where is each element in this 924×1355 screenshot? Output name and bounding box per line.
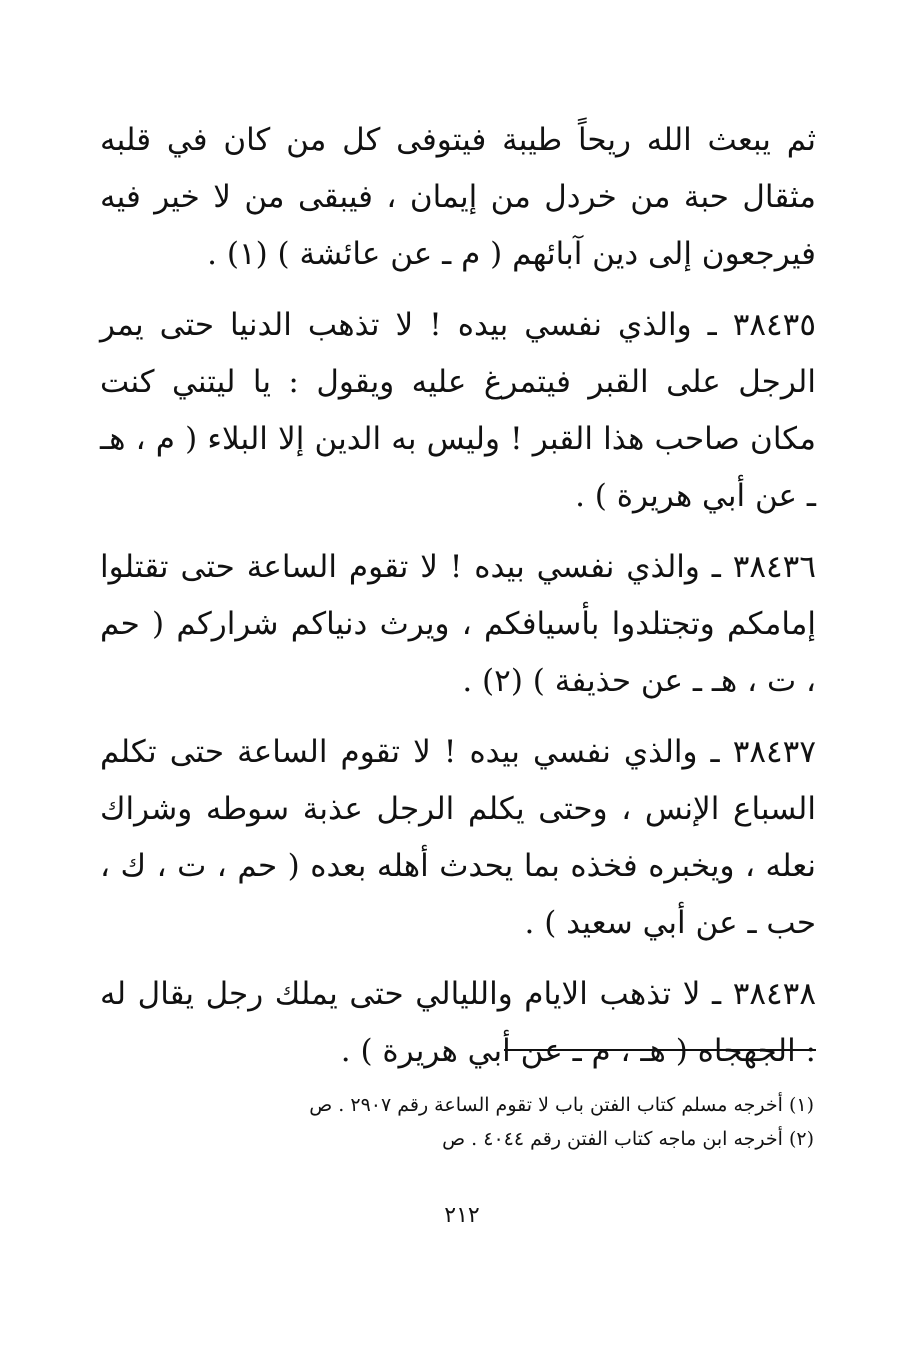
hadith-38435: ٣٨٤٣٥ ـ والذي نفسي بيده ! لا تذهب الدنيا حتى يمر الرجل على القبر فيتمرغ عليه ويقول : يا ليتني كنت مكان صاحب هذا القبر ! وليس به الدين إلا البلاء ( م ، هـ ـ عن أبي هريرة ) . bbox=[100, 307, 816, 514]
paragraph-continuation: ثم يبعث الله ريحاً طيبة فيتوفى كل من كان في قلبه مثقال حبة من خردل من إيمان ، فيبقى من لا خير فيه فيرجعون إلى دين آبائهم ( م ـ عن عائشة ) (١) . bbox=[100, 122, 816, 272]
footnote-1: (١) أخرجه مسلم كتاب الفتن باب لا تقوم الساعة رقم ٢٩٠٧ . ص bbox=[309, 1094, 814, 1116]
page-number: ٢١٢ bbox=[444, 1203, 480, 1228]
hadith-text-block bbox=[100, 112, 816, 1080]
hadith-38438: ٣٨٤٣٨ ـ لا تذهب الايام والليالي حتى يملك رجل يقال له : الجهجاه ( هـ ، م ـ عن أبي هريرة ) . bbox=[100, 976, 816, 1069]
hadith-38437: ٣٨٤٣٧ ـ والذي نفسي بيده ! لا تقوم الساعة حتى تكلم السباع الإنس ، وحتى يكلم الرجل عذبة سوطه وشراك نعله ، ويخبره فخذه بما يحدث أهله بعده ( حم ، ت ، ك ، حب ـ عن أبي سعيد ) . bbox=[100, 734, 816, 941]
footnote-2: (٢) أخرجه ابن ماجه كتاب الفتن رقم ٤٠٤٤ . ص bbox=[442, 1128, 814, 1150]
footnotes bbox=[170, 1088, 814, 1156]
hadith-38436: ٣٨٤٣٦ ـ والذي نفسي بيده ! لا تقوم الساعة حتى تقتلوا إمامكم وتجتلدوا بأسيافكم ، ويرث دنياكم شراركم ( حم ، ت ، هـ ـ عن حذيفة ) (٢) . bbox=[100, 549, 816, 699]
footnote-divider bbox=[504, 1049, 816, 1051]
